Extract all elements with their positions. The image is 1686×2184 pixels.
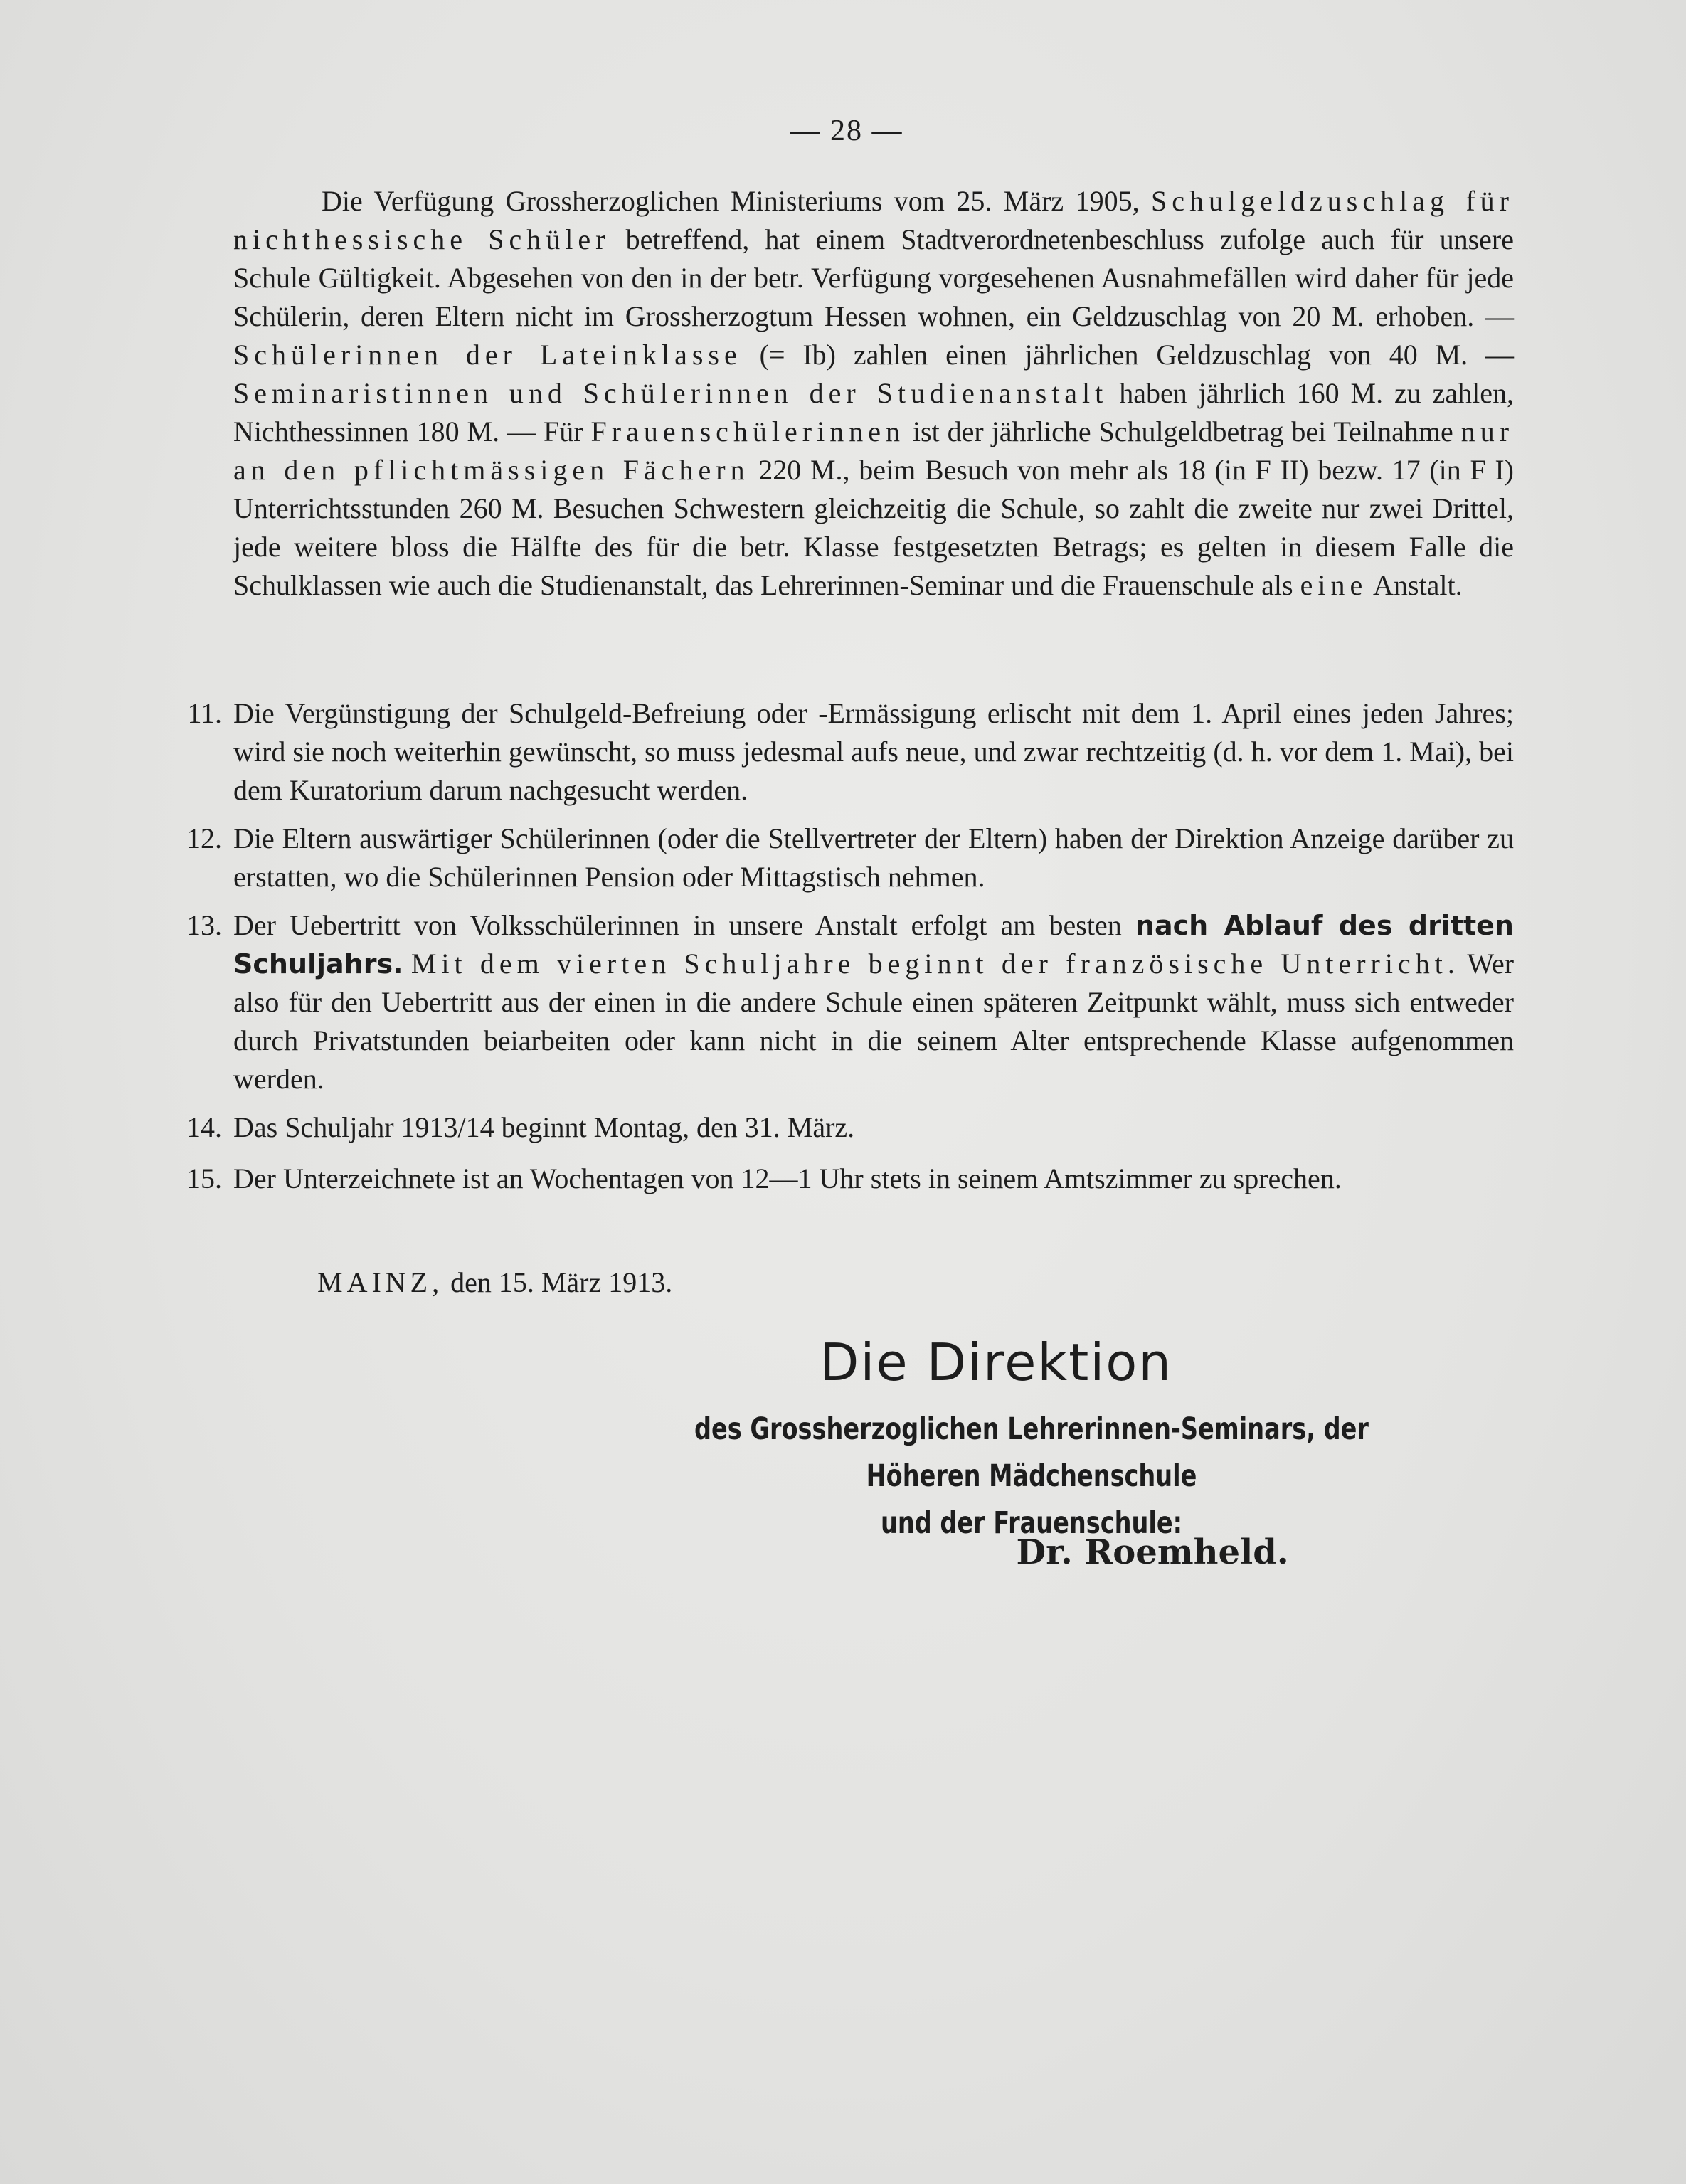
item-text: Die Eltern auswärtiger Schülerinnen (oder die Stellvertreter der Eltern) haben der Direktion Anzeige darüber zu erstatten, wo die Schülerinnen Pension oder Mittagstisch nehmen. (233, 822, 1514, 893)
signoff-institution (654, 1406, 1409, 1547)
list-item-13 (186, 906, 1515, 1098)
intro-spaced-3: Seminaristinnen und Schülerinnen der Studienanstalt (233, 377, 1108, 409)
list-item-15 (186, 1160, 1514, 1198)
signoff-title: Die Direktion (819, 1332, 1172, 1392)
list-item-12 (186, 820, 1514, 896)
item-number: 13. (186, 909, 222, 941)
intro-text-2: betreffend, hat einem Stadtverordnetenbeschluss zufolge auch für unsere Schule Gültigkeit. Abgesehen von den in der betr. Verfügung vorgesehenen Ausnahmefällen wird daher für jede Schülerin, deren Eltern nicht im Grossherzogtum Hessen wohnen, ein Geldzuschlag von 20 M. erhoben. — (233, 223, 1515, 332)
item-text: Die Vergünstigung der Schulgeld-Befreiung oder -Ermässigung erlischt mit dem 1. April eines jeden Jahres; wird sie noch weiterhin gewünscht, so muss jedesmal aufs neue, und zwar rechtzeitig (d. h. vor dem 1. Mai), bei dem Kuratorium darum nachgesucht werden. (233, 697, 1514, 806)
intro-text-4: haben jährlich 160 M. zu zahlen, Nichthessinnen 180 M. — Für (233, 377, 1515, 447)
intro-text-5: ist der jährliche Schulgeldbetrag bei Teilnahme (912, 415, 1453, 447)
place: MAINZ, (317, 1266, 444, 1298)
place-date (317, 1263, 672, 1302)
intro-spaced-1: Schulgeldzuschlag für nichthessische Schüler (233, 185, 1514, 255)
intro-text-3: (= Ib) zahlen einen jährlichen Geldzuschlag von 40 M. — (759, 339, 1514, 371)
item-bold-text: nach Ablauf des dritten Schuljahrs. (233, 910, 1514, 980)
item-text-2: Wer also für den Uebertritt aus der einen in die andere Schule einen späteren Zeitpunkt wählt, muss sich entweder durch Privatstunden beiarbeiten oder kann nicht in die seinem Alter entsprechende Klasse aufgenommen werden. (233, 948, 1515, 1095)
item-spaced-text: Mit dem vierten Schuljahre beginnt der französische Unterricht. (410, 948, 1460, 980)
intro-text-1: Die Verfügung Grossherzoglichen Ministeriums vom 25. März 1905, (322, 185, 1140, 217)
item-text-1: Der Uebertritt von Volksschülerinnen in unsere Anstalt erfolgt am besten (233, 909, 1122, 941)
intro-text-6: 220 M., beim Besuch von mehr als 18 (in F II) bezw. 17 (in F I) Unterrichtsstunden 260 M. Besuchen Schwestern gleichzeitig die Schule, so zahlt die zweite nur zwei Drittel, jede weitere bloss die Hälfte des für die betr. Klasse festgesetzten Betrags; es gelten in diesem Falle die Schulklassen wie auch die Studienanstalt, das Lehrerinnen-Seminar und die Frauenschule als (233, 454, 1514, 601)
intro-spaced-4: Frauenschülerinnen (590, 415, 905, 447)
intro-text-7: Anstalt. (1373, 569, 1463, 601)
intro-spaced-2: Schülerinnen der Lateinklasse (233, 339, 742, 371)
item-text: Das Schuljahr 1913/14 beginnt Montag, den 31. März. (233, 1111, 855, 1143)
signoff-line-1: des Grossherzoglichen Lehrerinnen-Seminars, der Höheren Mädchenschule (694, 1411, 1369, 1494)
page-number: — 28 — (790, 115, 903, 147)
item-text: Der Unterzeichnete ist an Wochentagen von 12—1 Uhr stets in seinem Amtszimmer zu sprechen. (233, 1162, 1342, 1194)
signoff-line-2: und der Frauenschule: (880, 1505, 1183, 1541)
intro-spaced-6: eine (1300, 569, 1368, 601)
item-number: 12. (186, 822, 222, 854)
intro-spaced-5: nur an den pflichtmässigen Fächern (233, 415, 1515, 486)
signature: Dr. Roemheld. (1016, 1532, 1289, 1572)
item-number: 15. (186, 1162, 222, 1194)
list-item-14 (186, 1108, 1514, 1147)
intro-paragraph (233, 182, 1514, 605)
item-number: 14. (186, 1111, 222, 1143)
date: den 15. März 1913. (450, 1266, 673, 1298)
list-item-11 (187, 694, 1514, 810)
item-number: 11. (187, 697, 222, 729)
